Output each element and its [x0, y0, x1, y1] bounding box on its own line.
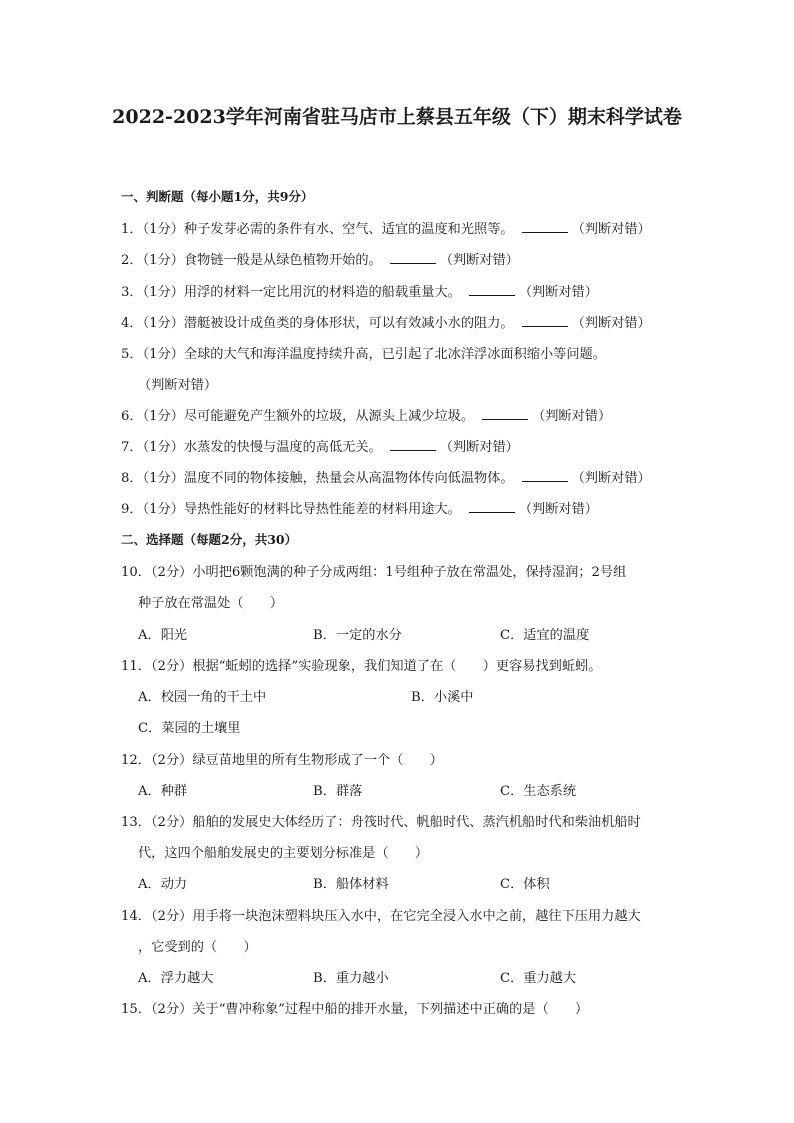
option-c[interactable]: C．体积 — [500, 877, 550, 892]
option-c[interactable]: C．生态系统 — [500, 784, 577, 799]
question-10-line1: 10．（2分）小明把6颗饱满的种子分成两组：1号组种子放在常温处，保持湿润；2号组 — [121, 565, 627, 580]
judge-label: （判断对错） — [571, 471, 651, 486]
section-heading-judgment: 一、判断题（每小题1分，共9分） — [121, 189, 314, 204]
question-14-line2: ，它受到的（ ） — [138, 940, 257, 955]
question-text: 2．（1分）食物链一般是从绿色植物开始的。 — [121, 253, 382, 268]
section-heading-choice: 二、选择题（每题2分，共30） — [121, 532, 298, 547]
question-1 — [121, 218, 651, 237]
answer-blank[interactable] — [390, 438, 436, 451]
option-a[interactable]: A．浮力越大 — [138, 971, 214, 986]
question-text: 6．（1分）尽可能避免产生额外的垃圾，从源头上减少垃圾。 — [121, 409, 475, 424]
question-13-line1: 13．（2分）船舶的发展史大体经历了：舟筏时代、帆船时代、蒸汽机船时代和柴油机船时 — [121, 815, 641, 830]
page-title: 2022-2023学年河南省驻马店市上蔡县五年级（下）期末科学试卷 — [112, 106, 682, 128]
answer-blank[interactable] — [522, 220, 568, 233]
option-b[interactable]: B．重力越小 — [313, 971, 389, 986]
judge-label: （判断对错） — [518, 502, 598, 517]
question-text: 4．（1分）潜艇被设计成鱼类的身体形状，可以有效减小水的阻力。 — [121, 316, 514, 331]
option-b[interactable]: B．群落 — [313, 784, 363, 799]
question-text: 9．（1分）导热性能好的材料比导热性能差的材料用途大。 — [121, 502, 461, 517]
question-9 — [121, 498, 598, 517]
question-text: 8．（1分）温度不同的物体接触，热量会从高温物体传向低温物体。 — [121, 471, 514, 486]
question-5 — [121, 343, 606, 362]
judge-label: （判断对错） — [439, 253, 519, 268]
option-a[interactable]: A．种群 — [138, 784, 188, 799]
option-c[interactable]: C．适宜的温度 — [500, 628, 590, 643]
option-a[interactable]: A．阳光 — [138, 628, 188, 643]
question-text: 3．（1分）用浮的材料一定比用沉的材料造的船载重量大。 — [121, 285, 461, 300]
option-a[interactable]: A．动力 — [138, 877, 188, 892]
option-b[interactable]: B．小溪中 — [411, 690, 474, 705]
question-2 — [121, 249, 519, 268]
question-10-line2: 种子放在常温处（ ） — [138, 596, 284, 611]
question-12-line1: 12．（2分）绿豆苗地里的所有生物形成了一个（ ） — [121, 753, 443, 768]
judge-label: （判断对错） — [439, 440, 519, 455]
question-13-line2: 代，这四个船舶发展史的主要划分标准是（ ） — [138, 846, 429, 861]
question-5-continuation: （判断对错） — [138, 378, 218, 393]
question-8 — [121, 467, 651, 486]
question-6 — [121, 405, 611, 424]
judge-label: （判断对错） — [571, 316, 651, 331]
option-a[interactable]: A．校园一角的干土中 — [138, 690, 267, 705]
judge-label: （判断对错） — [571, 222, 651, 237]
judge-label: （判断对错） — [518, 285, 598, 300]
option-c[interactable]: C．菜园的土壤里 — [138, 721, 241, 736]
question-14-line1: 14．（2分）用手将一块泡沫塑料块压入水中，在它完全浸入水中之前，越往下压用力越大 — [121, 909, 641, 924]
answer-blank[interactable] — [522, 469, 568, 482]
answer-blank[interactable] — [482, 407, 528, 420]
option-c[interactable]: C．重力越大 — [500, 971, 577, 986]
question-11-line1: 11．（2分）根据“蚯蚓的选择”实验现象，我们知道了在（ ）更容易找到蚯蚓。 — [121, 659, 602, 674]
question-15-line1: 15．（2分）关于“曹冲称象”过程中船的排开水量，下列描述中正确的是（ ） — [121, 1002, 589, 1017]
option-b[interactable]: B．一定的水分 — [313, 628, 402, 643]
answer-blank[interactable] — [390, 251, 436, 264]
question-text: 7．（1分）水蒸发的快慢与温度的高低无关。 — [121, 440, 382, 455]
judge-label: （判断对错） — [532, 409, 612, 424]
question-7 — [121, 436, 519, 455]
question-text: 5．（1分）全球的大气和海洋温度持续升高，已引起了北冰洋浮冰面积缩小等问题。 — [121, 347, 606, 362]
answer-blank[interactable] — [469, 283, 515, 296]
option-b[interactable]: B．船体材料 — [313, 877, 389, 892]
answer-blank[interactable] — [522, 314, 568, 327]
question-text: 1．（1分）种子发芽必需的条件有水、空气、适宜的温度和光照等。 — [121, 222, 514, 237]
question-3 — [121, 281, 598, 300]
answer-blank[interactable] — [469, 500, 515, 513]
question-4 — [121, 312, 651, 331]
